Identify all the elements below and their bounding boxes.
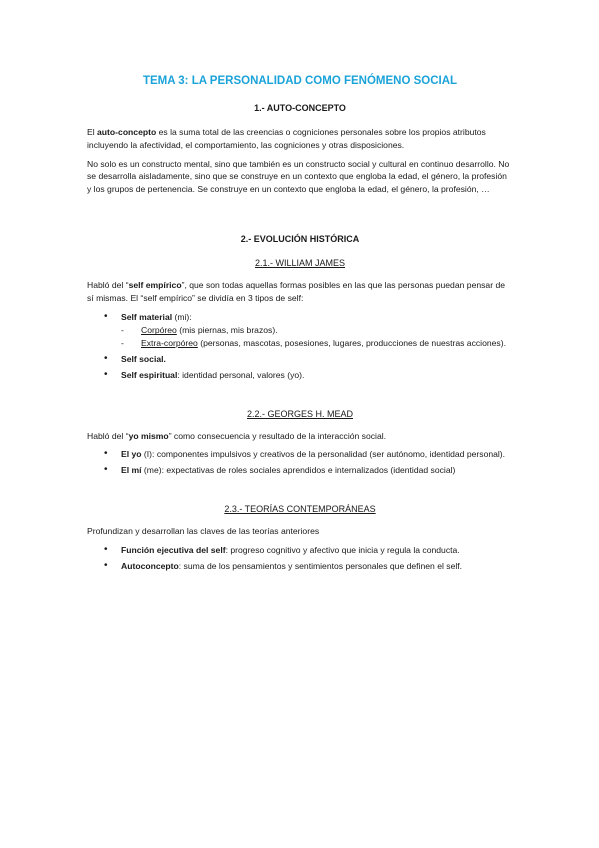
subsection-heading-mead: 2.2.- GEORGES H. MEAD bbox=[246, 408, 354, 419]
subsection-heading-james: 2.1.- WILLIAM JAMES bbox=[254, 257, 346, 268]
text: El bbox=[87, 127, 98, 137]
text: (mis piernas, mis brazos). bbox=[176, 325, 278, 336]
paragraph-mead bbox=[87, 430, 513, 443]
bold-term: yo mismo bbox=[128, 430, 169, 441]
bold-term: Self material bbox=[121, 311, 173, 322]
text: es la suma total de las creencias o cogniciones personales sobre los propios atributos incluyendo la afectividad, el comportamiento, las cogniciones y otras disposiciones. bbox=[87, 127, 486, 150]
paragraph-autoconcepto-social: No solo es un constructo mental, sino que también es un constructo social y cultural en continuo desarrollo. No se desarrolla aisladamente, sino que se construye en un contexto que engloba la edad, el género, la profesión y los grupos de pertenencia. Se construye en un contexto que engloba la edad, el género, la profesión, … bbox=[87, 158, 510, 195]
list-item bbox=[121, 324, 513, 337]
text: ”, que son todas aquellas formas posibles en las que las personas puedan pensar de sí mismas. El “self empírico” se dividía en 3 tipos de self: bbox=[87, 279, 506, 303]
dash-marker: - bbox=[121, 325, 124, 336]
list-item bbox=[121, 560, 513, 573]
dash-marker: - bbox=[121, 338, 124, 349]
text: (me): expectativas de roles sociales aprendidos e internalizados (identidad social) bbox=[141, 465, 456, 476]
paragraph-autoconcepto-definition bbox=[87, 126, 513, 152]
underlined-term: Extra-corpóreo bbox=[141, 338, 198, 349]
text: (I): componentes impulsivos y creativos de la personalidad (ser autónomo, identidad personal). bbox=[141, 449, 506, 460]
bullet-list-mead bbox=[87, 448, 513, 477]
section-heading-evolucion: 2.- EVOLUCIÓN HISTÓRICA bbox=[240, 233, 360, 244]
subsection-heading-contemporaneas: 2.3.- TEORÍAS CONTEMPORÁNEAS bbox=[224, 503, 376, 514]
dash-list bbox=[121, 324, 513, 350]
paragraph-james bbox=[87, 279, 513, 305]
section-heading-autoconcepto: 1.- AUTO-CONCEPTO bbox=[254, 103, 346, 113]
text: : progreso cognitivo y afectivo que inicia y regula la conducta. bbox=[225, 544, 460, 555]
bold-term: El yo bbox=[121, 449, 142, 460]
text: (personas, mascotas, posesiones, lugares, producciones de nuestras acciones). bbox=[197, 338, 506, 349]
bold-term: El mí bbox=[121, 465, 142, 476]
bullet-list-contemporaneas bbox=[87, 544, 513, 573]
text: ” como consecuencia y resultado de la interacción social. bbox=[168, 430, 387, 441]
text: Habló del “ bbox=[87, 279, 129, 290]
list-item bbox=[121, 337, 513, 350]
text: : identidad personal, valores (yo). bbox=[177, 369, 305, 380]
list-item bbox=[121, 464, 513, 477]
bold-term: auto-concepto bbox=[97, 127, 157, 137]
list-item bbox=[121, 448, 513, 461]
bold-term: Self espiritual bbox=[121, 369, 178, 380]
paragraph-contemporaneas: Profundizan y desarrollan las claves de las teorías anteriores bbox=[87, 525, 320, 536]
list-item bbox=[121, 353, 513, 366]
bold-term: Self social. bbox=[121, 353, 166, 364]
text: : suma de los pensamientos y sentimientos personales que definen el self. bbox=[178, 560, 463, 571]
list-item bbox=[121, 311, 513, 350]
bold-term: self empírico bbox=[128, 279, 182, 290]
bold-term: Función ejecutiva del self bbox=[121, 544, 226, 555]
document-content bbox=[87, 74, 513, 580]
text: (mi): bbox=[172, 311, 192, 322]
underlined-term: Corpóreo bbox=[141, 325, 177, 336]
list-item bbox=[121, 369, 513, 382]
bold-term: Autoconcepto bbox=[121, 560, 179, 571]
document-title: TEMA 3: LA PERSONALIDAD COMO FENÓMENO SOCIAL bbox=[142, 75, 458, 87]
bullet-list-james bbox=[87, 311, 513, 382]
text: Habló del “ bbox=[87, 430, 129, 441]
list-item bbox=[121, 544, 513, 557]
